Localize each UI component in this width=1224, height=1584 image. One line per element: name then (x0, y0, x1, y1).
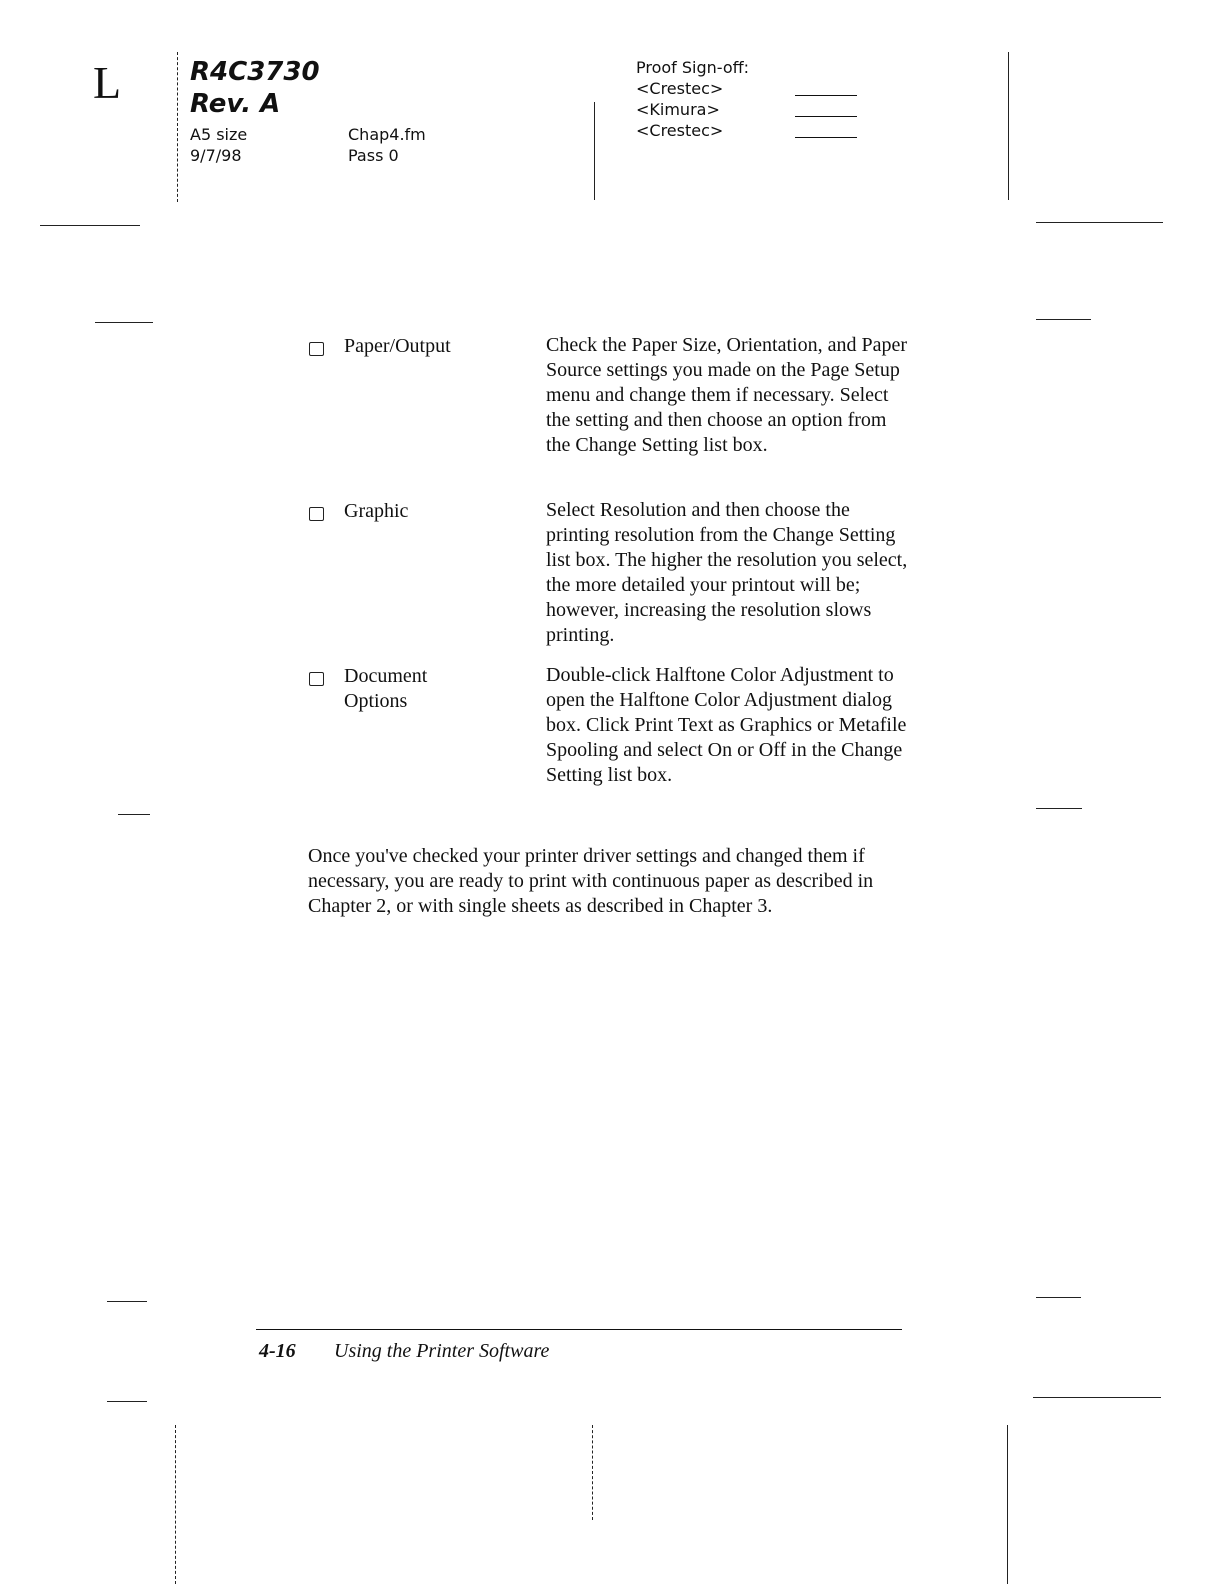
proof-signer: <Crestec> (636, 121, 724, 140)
crop-mark (1036, 319, 1091, 320)
closing-paragraph: Once you've checked your printer driver settings and changed them if necessary, you are ready to print with continuous paper as described in Chapter 2, or with single sheets as described in Chapter 3. (308, 845, 874, 917)
checkbox-bullet-icon (309, 342, 324, 356)
proof-signoff-title: Proof Sign-off: (636, 58, 750, 77)
document-code: R4C3730 (190, 57, 320, 87)
bottom-right-divider (1007, 1425, 1008, 1584)
crop-mark (118, 814, 150, 815)
crop-mark (107, 1301, 147, 1302)
proof-signer: <Crestec> (636, 79, 724, 98)
crop-mark (1036, 222, 1163, 223)
checkbox-bullet-icon (309, 507, 324, 521)
header-center-divider (594, 102, 595, 200)
entry-label: Graphic (344, 500, 409, 522)
entry-description: Select Resolution and then choose the printing resolution from the Change Setting list box. The higher the resolution you select, the more detailed your printout will be; however, increasing the resolution slows printing. (546, 499, 908, 646)
document-revision: Rev. A (190, 89, 281, 119)
crop-mark (1033, 1397, 1161, 1398)
bottom-center-divider (592, 1425, 593, 1520)
crop-mark (40, 225, 140, 226)
proof-signer: <Kimura> (636, 100, 720, 119)
signature-line (795, 95, 857, 96)
corner-letter: L (93, 57, 122, 108)
footer-rule (256, 1329, 902, 1330)
signature-line (795, 116, 857, 117)
date-label: 9/7/98 (190, 146, 242, 165)
running-footer-title: Using the Printer Software (334, 1340, 550, 1362)
checkbox-bullet-icon (309, 672, 324, 686)
header-left-divider (177, 52, 178, 202)
entry-description: Double-click Halftone Color Adjustment to open the Halftone Color Adjustment dialog box. Click Print Text as Graphics or Metafile Spooling and select On or Off in the Change Setting list box. (546, 664, 907, 786)
crop-mark (1036, 1297, 1081, 1298)
crop-mark (95, 322, 153, 323)
entry-label: Document Options (344, 665, 428, 712)
page-size-label: A5 size (190, 125, 248, 144)
bottom-left-divider (175, 1425, 176, 1584)
entry-description: Check the Paper Size, Orientation, and Paper Source settings you made on the Page Setup menu and change them if necessary. Select the setting and then choose an option from the Change Setting list box. (546, 334, 907, 456)
page-number: 4-16 (259, 1340, 296, 1362)
crop-mark (1036, 808, 1082, 809)
file-name-label: Chap4.fm (348, 125, 426, 144)
pass-label: Pass 0 (348, 146, 399, 165)
header-right-divider (1008, 52, 1009, 200)
signature-line (795, 137, 857, 138)
crop-mark (107, 1401, 147, 1402)
entry-label: Paper/Output (344, 335, 451, 357)
